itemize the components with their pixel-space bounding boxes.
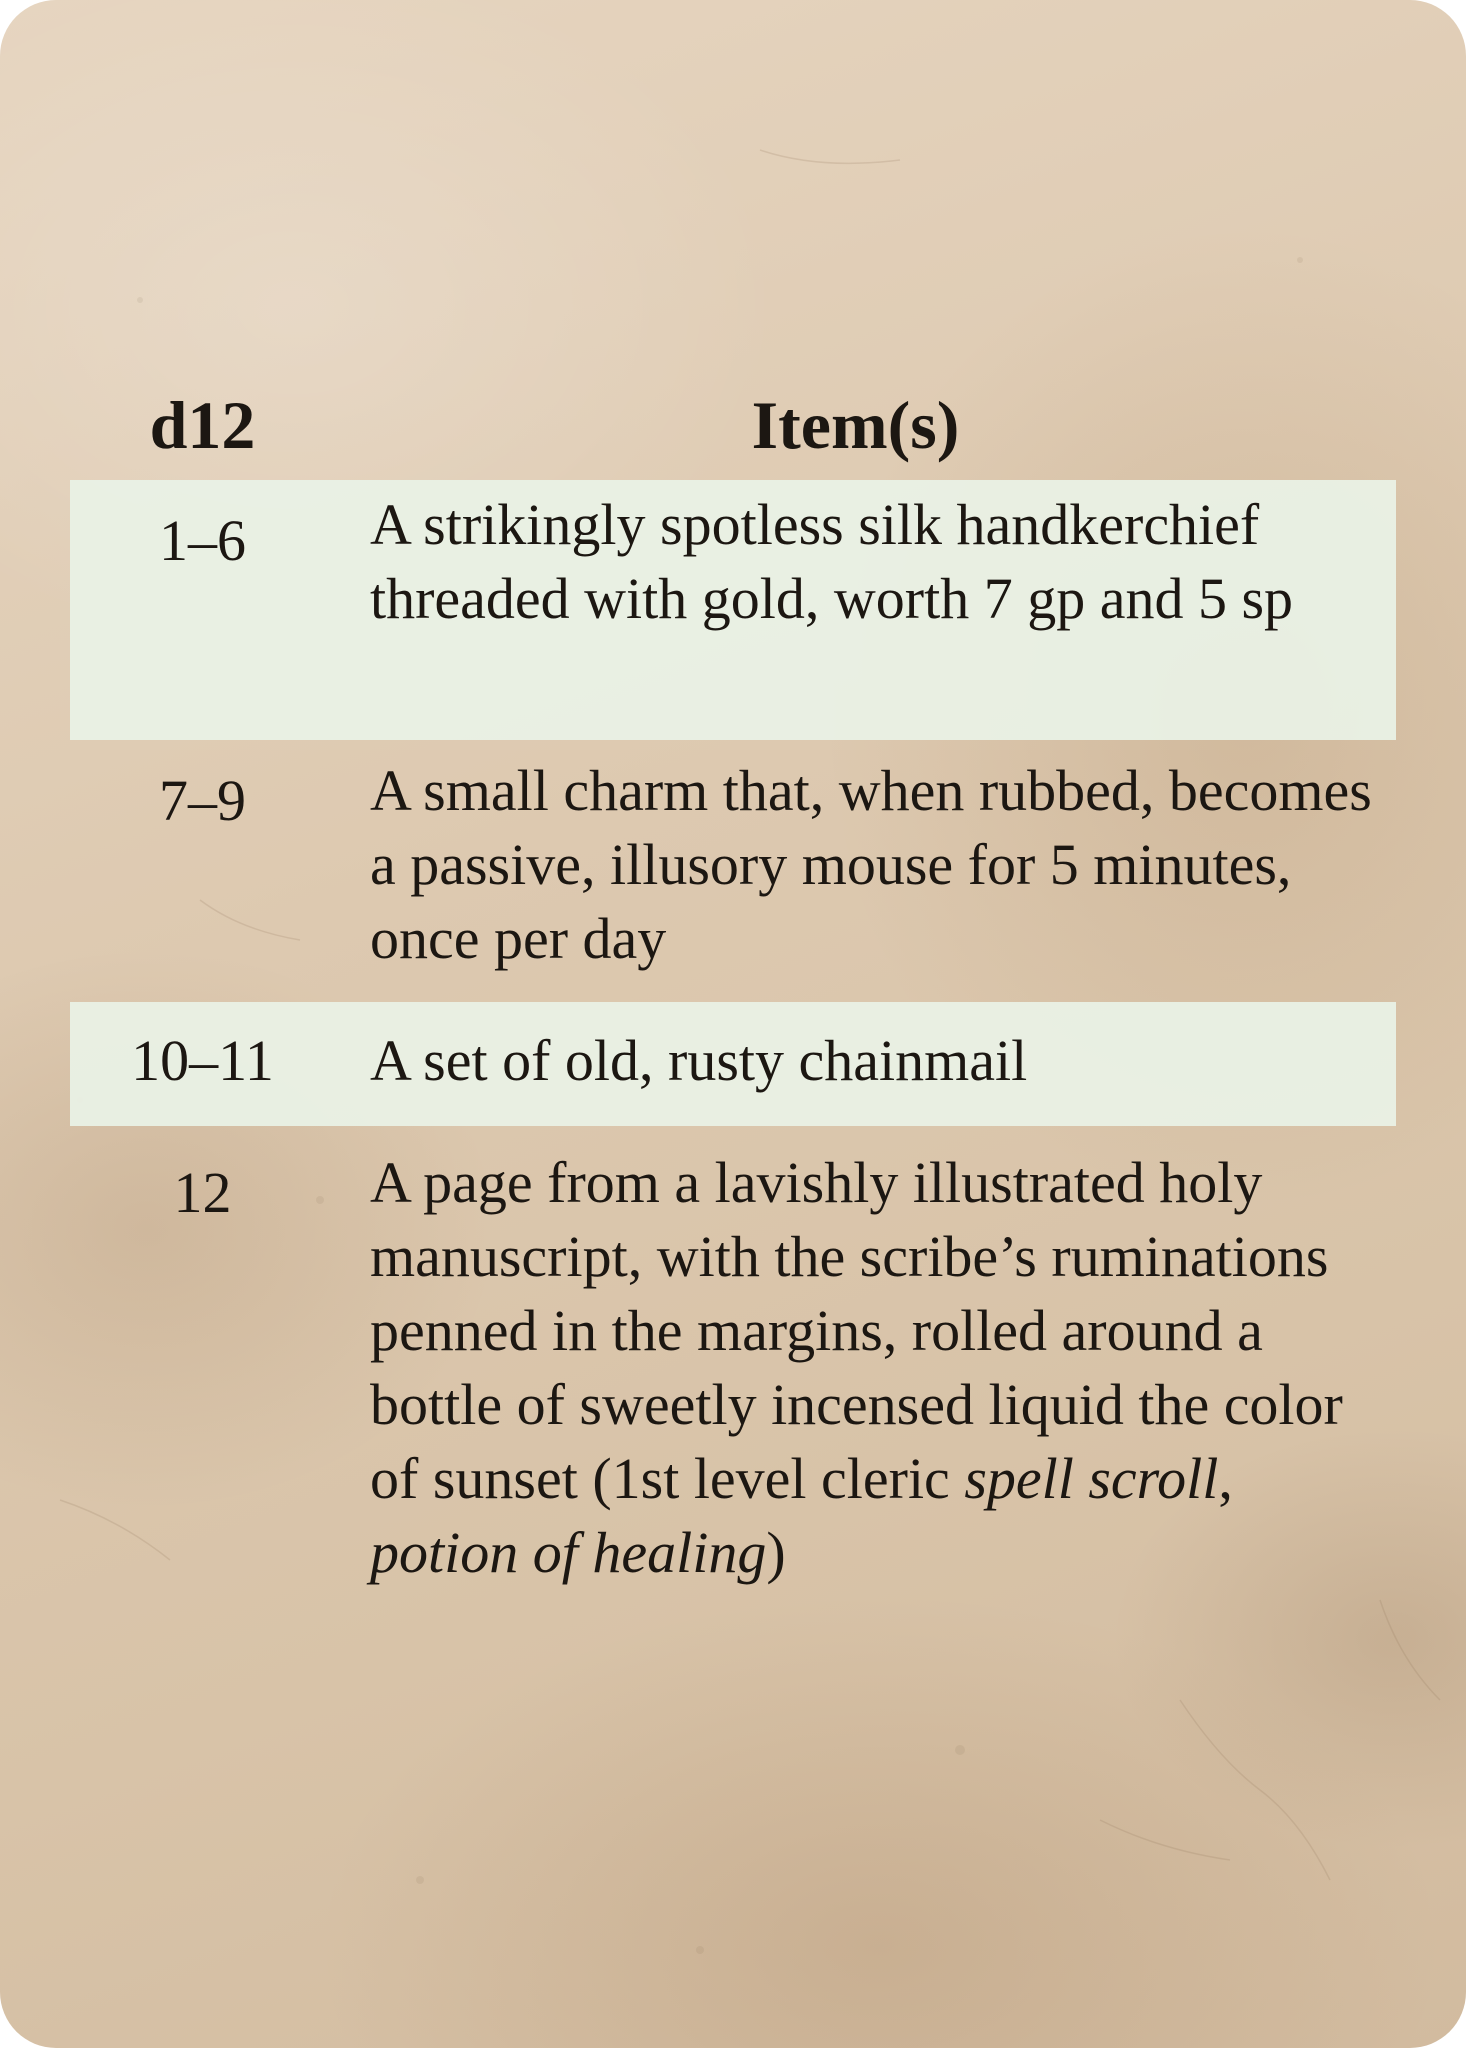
item-separator: ,: [1218, 1446, 1233, 1511]
table-header: [70, 370, 1396, 480]
roll-range: 1–6: [159, 508, 246, 573]
item-description: [335, 1146, 1396, 1590]
roll-column-header: d12: [149, 386, 256, 463]
item-description: A small charm that, when rubbed, becomes a passive, illusory mouse for 5 minutes, once per day: [370, 758, 1372, 971]
table-row: [70, 1126, 1396, 1590]
item-text-end: ): [766, 1520, 786, 1585]
item-italic-spell-scroll: spell scroll: [964, 1446, 1219, 1511]
table-row: [70, 480, 1396, 740]
roll-range: 12: [173, 1160, 232, 1225]
item-text: A page from a lavishly illustrated holy manuscript, with the scribe’s ruminations penned in the margins, rolled around a bottle of sweetly incensed liquid the color of sunset (1st level cleric: [370, 1150, 1343, 1511]
roll-range: 7–9: [159, 768, 246, 833]
item-column-header: Item(s): [751, 386, 960, 463]
table-row: [70, 1002, 1396, 1126]
item-description: A strikingly spotless silk handkerchief threaded with gold, worth 7 gp and 5 sp: [370, 492, 1294, 631]
item-description: A set of old, rusty chainmail: [370, 1028, 1028, 1093]
item-italic-potion: potion of healing: [370, 1520, 767, 1585]
table-row: [70, 740, 1396, 1002]
roll-range: 10–11: [131, 1028, 274, 1093]
treasure-table: [70, 370, 1396, 1590]
